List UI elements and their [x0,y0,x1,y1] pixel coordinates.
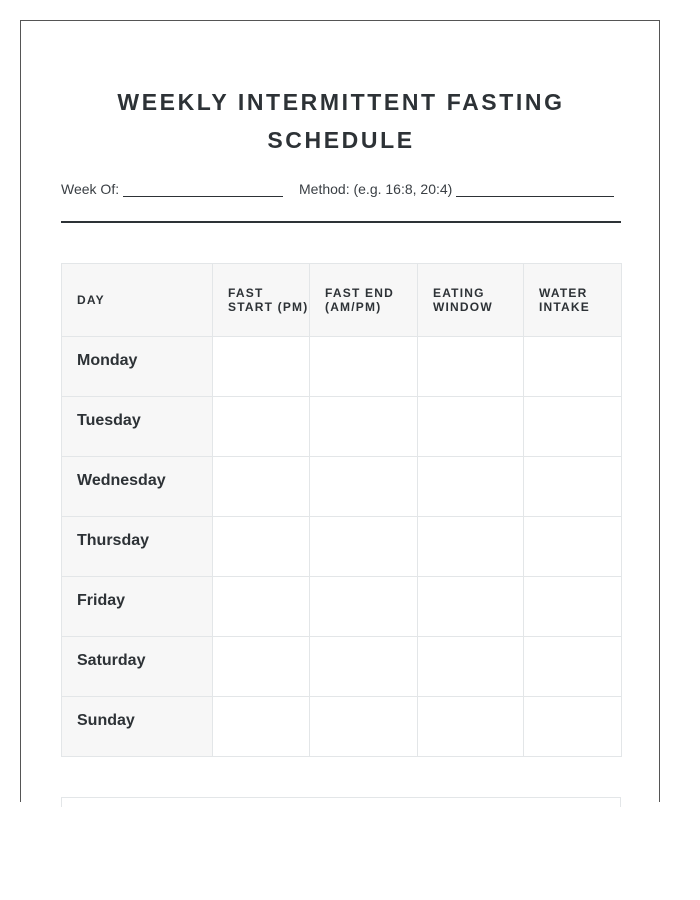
table-row [62,577,622,637]
water-intake-cell[interactable] [524,637,622,697]
fast-start-cell[interactable] [213,337,310,397]
notes-section [61,797,621,807]
fast-end-cell[interactable] [310,517,418,577]
week-of-blank-line[interactable] [123,182,283,197]
fast-start-cell[interactable] [213,397,310,457]
meta-row [61,181,621,201]
method-blank-line[interactable] [456,182,614,197]
fast-end-cell[interactable] [310,697,418,757]
column-header-fast-start: FAST START (PM) [213,264,310,337]
water-intake-cell[interactable] [524,577,622,637]
week-of-label: Week Of: [61,181,120,197]
fast-start-cell[interactable] [213,697,310,757]
day-cell: Sunday [62,697,213,757]
table-row [62,637,622,697]
fast-end-cell[interactable] [310,637,418,697]
eating-window-cell[interactable] [418,697,524,757]
method-label: Method: (e.g. 16:8, 20:4) [299,181,453,197]
water-intake-cell[interactable] [524,697,622,757]
water-intake-cell[interactable] [524,337,622,397]
column-header-day: DAY [62,264,213,337]
fast-start-cell[interactable] [213,637,310,697]
table-header-row [62,264,622,337]
table-row [62,517,622,577]
fast-start-cell[interactable] [213,457,310,517]
fast-end-cell[interactable] [310,577,418,637]
table-row [62,337,622,397]
day-cell: Friday [62,577,213,637]
fast-end-cell[interactable] [310,337,418,397]
fast-start-cell[interactable] [213,517,310,577]
eating-window-cell[interactable] [418,577,524,637]
page-title [21,83,661,159]
eating-window-cell[interactable] [418,337,524,397]
header-divider [61,221,621,223]
fast-end-cell[interactable] [310,397,418,457]
water-intake-cell[interactable] [524,457,622,517]
day-cell: Tuesday [62,397,213,457]
eating-window-cell[interactable] [418,517,524,577]
day-cell: Monday [62,337,213,397]
water-intake-cell[interactable] [524,517,622,577]
schedule-page [20,20,660,802]
title-line-1: WEEKLY INTERMITTENT FASTING [117,89,565,115]
eating-window-cell[interactable] [418,457,524,517]
eating-window-cell[interactable] [418,397,524,457]
day-cell: Thursday [62,517,213,577]
method-field[interactable] [299,181,614,197]
column-header-eating-window: EATING WINDOW [418,264,524,337]
table-row [62,397,622,457]
day-cell: Wednesday [62,457,213,517]
eating-window-cell[interactable] [418,637,524,697]
column-header-fast-end: FAST END (AM/PM) [310,264,418,337]
fast-start-cell[interactable] [213,577,310,637]
week-of-field[interactable] [61,181,283,197]
fast-end-cell[interactable] [310,457,418,517]
table-row [62,697,622,757]
water-intake-cell[interactable] [524,397,622,457]
day-cell: Saturday [62,637,213,697]
table-row [62,457,622,517]
column-header-water-intake: WATER INTAKE [524,264,622,337]
schedule-table [61,263,622,757]
title-line-2: SCHEDULE [267,127,415,153]
